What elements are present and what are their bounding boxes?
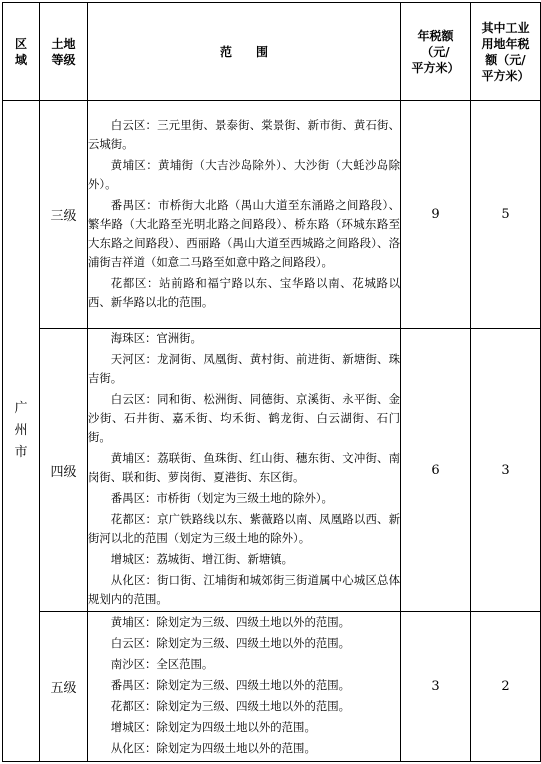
header-tax: [401, 3, 471, 101]
scope-line: 黄埔区：黄埔街（大吉沙岛除外）、大沙街（大蚝沙岛除外）。: [88, 157, 400, 191]
header-region: [3, 3, 40, 101]
table-row: [3, 101, 541, 329]
scope-line: 番禺区：市桥街大北路（禺山大道至东涌路之间路段）、繁华路（大北路至光明北路之间路段）、桥东路（环城东路至大东路之间路段）、西丽路（禺山大道至西城路之间路段）、洛浦街吉祥道（如意二马路至如意中路之间路段）。: [88, 197, 400, 269]
header-industrial-line: 额（元/: [485, 52, 526, 67]
header-industrial-line: 平方米）: [481, 68, 530, 83]
grade-cell: 五级: [40, 612, 88, 762]
header-industrial-line: 其中工业: [481, 20, 530, 35]
scope-line: 天河区：龙洞街、凤凰街、黄村街、前进街、新塘街、珠吉街。: [88, 352, 400, 385]
scope-cell: [88, 329, 401, 612]
grade-cell: 三级: [40, 101, 88, 329]
scope-line: 从化区：街口街、江埔街和城郊街三街道属中心城区总体规划内的范围。: [88, 573, 400, 606]
region-name: 广州市: [14, 401, 28, 460]
region-cell: [3, 101, 40, 762]
land-tax-table: [2, 2, 541, 762]
scope-line: 增城区：荔城街、增江街、新塘镇。: [110, 552, 294, 566]
grade-cell: 四级: [40, 329, 88, 612]
header-grade: [40, 3, 88, 101]
industrial-tax-cell: 3: [471, 329, 541, 612]
header-scope: [88, 3, 401, 101]
scope-line: 番禺区：除划定为三级、四级土地以外的范围。: [110, 678, 351, 692]
header-tax-line: （元/: [421, 44, 450, 59]
header-industrial: [471, 3, 541, 101]
scope-line: 白云区：同和街、松洲街、同德街、京溪街、永平街、金沙街、石井街、嘉禾街、均禾街、鹤龙街、白云湖街、石门街。: [88, 392, 400, 444]
scope-line: 从化区：除划定为四级土地以外的范围。: [110, 741, 316, 755]
scope-line: 增城区：除划定为四级土地以外的范围。: [110, 720, 316, 734]
scope-cell: [88, 612, 401, 762]
header-industrial-line: 用地年税: [481, 36, 530, 51]
scope-cell: [88, 101, 401, 329]
scope-line: 番禺区：市桥街（划定为三级土地的除外）。: [110, 491, 333, 505]
table-row: [3, 612, 541, 762]
tax-cell: 6: [401, 329, 471, 612]
header-grade-line: 等级: [51, 52, 76, 67]
header-row: [3, 3, 541, 101]
scope-line: 海珠区：官洲街。: [110, 331, 202, 345]
scope-line: 花都区：站前路和福宁路以东、宝华路以南、花城路以西、新华路以北的范围。: [88, 275, 400, 309]
scope-line: 白云区：除划定为三级、四级土地以外的范围。: [110, 636, 351, 650]
industrial-tax-cell: 2: [471, 612, 541, 762]
scope-line: 花都区：除划定为三级、四级土地以外的范围。: [110, 699, 351, 713]
scope-line: 黄埔区：除划定为三级、四级土地以外的范围。: [110, 615, 351, 629]
scope-line: 南沙区：全区范围。: [110, 657, 214, 671]
header-region-text: 区 域: [14, 36, 27, 67]
header-scope-text: 范 围: [219, 44, 268, 59]
industrial-tax-cell: 5: [471, 101, 541, 329]
header-tax-line: 年税额: [417, 28, 454, 43]
tax-cell: 3: [401, 612, 471, 762]
header-tax-line: 平方米）: [411, 60, 460, 75]
table-row: [3, 329, 541, 612]
scope-line: 黄埔区：荔联街、鱼珠街、红山街、穗东街、文冲街、南岗街、联和街、萝岗街、夏港街、东区街。: [88, 451, 400, 484]
scope-line: 白云区：三元里街、景泰街、棠景街、新市街、黄石街、云城街。: [88, 117, 400, 151]
scope-line: 花都区：京广铁路线以东、紫薇路以南、凤凰路以西、新街河以北的范围（划定为三级土地的除外）。: [88, 512, 400, 545]
header-grade-line: 土地: [51, 36, 76, 51]
tax-cell: 9: [401, 101, 471, 329]
